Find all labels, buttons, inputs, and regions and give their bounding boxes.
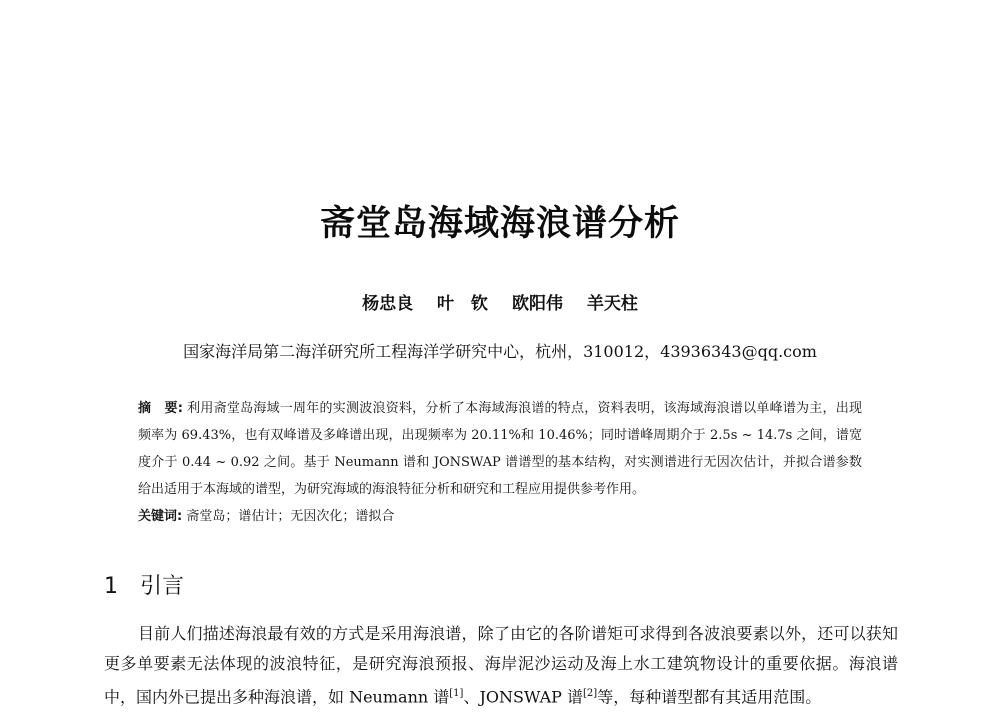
body-text: 目前人们描述海浪最有效的方式是采用海浪谱，除了由它的各阶谱矩可求得到各波浪要素以外，还可以获知更多单要素无法体现的波浪特征，是研究海浪预报、海岸泥沙运动及海上水工建筑物设计的重要依据。海浪谱中，国内外已提出多种海浪谱，如 Neumann 谱 <box>104 624 898 707</box>
author-name: 杨忠良 <box>362 294 414 314</box>
keywords <box>138 503 862 530</box>
abstract-text: 利用斋堂岛海域一周年的实测波浪资料，分析了本海域海浪谱的特点，资料表明，该海域海浪谱以单峰谱为主，出现频率为 69.43%，也有双峰谱及多峰谱出现，出现频率为 20.11%和 10.46%；同时谱峰周期介于 2.5s ~ 14.7s 之间，谱宽度介于 0.44 ~ 0.92 之间。基于 Neumann 谱和 JONSWAP 谱谱型的基本结构，对实测谱进行无因次估计，并拟合谱参数给出适用于本海域的谱型，为研究海域的海浪特征分析和研究和工程应用提供参考作用。 <box>138 401 862 497</box>
body-paragraph <box>104 619 898 712</box>
paper-title: 斋堂岛海域海浪谱分析 <box>319 204 680 244</box>
citation-ref[interactable]: [1] <box>449 688 464 699</box>
affiliation: 国家海洋局第二海洋研究所工程海洋学研究中心，杭州，310012，43936343@qq.com <box>183 342 817 361</box>
keywords-text: 斋堂岛；谱估计；无因次化；谱拟合 <box>186 509 395 524</box>
author-name: 羊天柱 <box>586 294 638 314</box>
section-title: 引言 <box>140 574 185 599</box>
author-name: 叶 钦 <box>437 294 489 314</box>
abstract <box>138 395 862 503</box>
author-name: 欧阳伟 <box>511 294 563 314</box>
keywords-label: 关键词: <box>138 509 183 524</box>
body-text: 等，每种谱型都有其适用范围。 <box>597 687 822 707</box>
abstract-label: 摘 要: <box>138 401 183 416</box>
author-list <box>0 289 1000 314</box>
section-heading <box>104 569 184 600</box>
section-number: 1 <box>104 574 118 599</box>
citation-ref[interactable]: [2] <box>583 688 598 699</box>
body-text: 、JONSWAP 谱 <box>463 687 584 707</box>
